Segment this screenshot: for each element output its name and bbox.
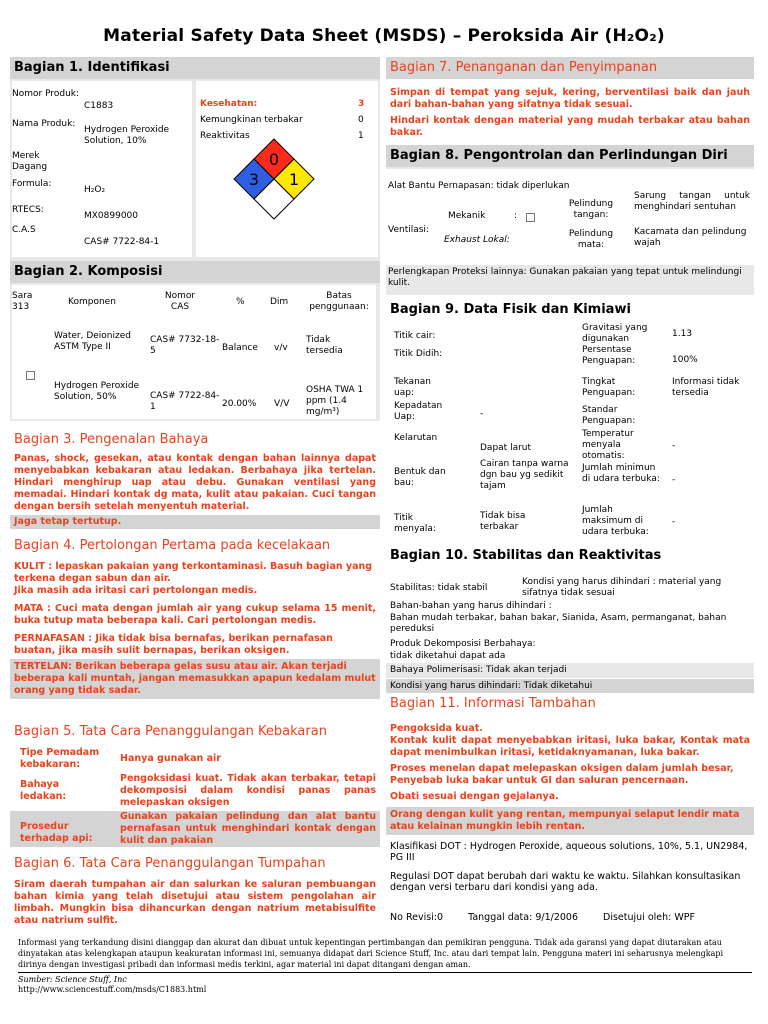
mechanical-label: Mekanik	[448, 211, 486, 221]
section-10-header: Bagian 10. Stabilitas dan Reaktivitas	[386, 545, 754, 567]
phys-value: Cairan tanpa warna dgn bau yg sedikit tajam	[480, 459, 569, 491]
section-6	[10, 853, 380, 931]
id-label: C.A.S	[12, 225, 36, 235]
id-label: Nomor Produk:	[12, 89, 80, 99]
revision-info	[390, 912, 717, 923]
storage-text-2: Hindari kontak dengan material yang mudah terbakar atau bahan bakar.	[390, 115, 750, 138]
first-aid-skin: KULIT : lepaskan pakaian yang terkontaminasi. Basuh bagian yang terkena degan sabun dan air.	[14, 561, 373, 584]
phys-label: Jumlah minimun di udara terbuka:	[582, 463, 660, 484]
fire-value: Hanya gunakan air	[120, 753, 221, 764]
hazard-rating-box	[196, 81, 378, 257]
phys-value: 1.13	[672, 329, 693, 339]
conditions-avoid: Kondisi yang harus dihindari : material yang sifatnya tidak sesuai	[522, 577, 722, 598]
composition-table	[12, 285, 376, 419]
section-7	[386, 57, 754, 139]
phys-label: Standar Penguapan:	[582, 405, 636, 426]
hand-protection-value: Sarung tangan untuk menghindari sentuhan	[634, 191, 750, 212]
id-value: CAS# 7722-84-1	[84, 237, 160, 247]
id-value: H₂O₂	[84, 185, 106, 195]
pct-cell: Balance	[222, 343, 258, 353]
page-title: Material Safety Data Sheet (MSDS) – Peroksida Air (H₂O₂)	[103, 26, 665, 46]
polymerization-text: Bahaya Polimerisasi: Tidak akan terjadi	[386, 663, 754, 678]
col-header: Nomor CAS	[164, 291, 196, 312]
first-aid-skin-2: Jika masih ada iritasi cari pertolongan medis.	[14, 585, 258, 596]
section-5	[10, 721, 380, 846]
other-protection: Perlengkapan Proteksi lainnya: Gunakan pakaian yang tepat untuk melindungi kulit.	[388, 267, 742, 288]
phys-label: Persentase Penguapan:	[582, 345, 636, 366]
col-header: Dim	[270, 297, 289, 307]
section-2	[10, 261, 380, 421]
col-header: %	[236, 297, 245, 307]
fire-label: Tipe Pemadam kebakaran:	[20, 747, 100, 770]
info-text: Pengoksida kuat.	[390, 723, 483, 734]
cas-cell: CAS# 7722-84-1	[150, 391, 220, 412]
id-label: Merek Dagang	[12, 151, 48, 172]
section-11-header: Bagian 11. Informasi Tambahan	[386, 693, 754, 715]
polymerization-conditions: Kondisi yang harus dihindari: Tidak diketahui	[386, 679, 754, 694]
hazard-label: Reaktivitas	[200, 131, 250, 141]
dot-regulation: Regulasi DOT dapat berubah dari waktu ke waktu. Silahkan konsultasikan dengan versi terbaru dari kondisi yang ada.	[390, 871, 741, 893]
comp-cell: Hydrogen Peroxide Solution, 50%	[54, 381, 140, 402]
dim-cell: v/v	[274, 343, 288, 353]
dim-cell: V/V	[274, 399, 290, 409]
mechanical-checkbox[interactable]	[526, 213, 535, 222]
phys-label: Jumlah maksimum di udara terbuka:	[582, 505, 649, 537]
phys-value: 100%	[672, 355, 698, 365]
id-value: Hydrogen Peroxide Solution, 10%	[84, 125, 170, 146]
section-10	[386, 545, 754, 691]
dot-classification: Klasifikasi DOT : Hydrogen Peroxide, aqueous solutions, 10%, 5.1, UN2984, PG III	[390, 841, 748, 863]
phys-label: Titik menyala:	[394, 513, 436, 534]
phys-value: -	[672, 441, 676, 451]
info-text: Obati sesuai dengan gejalanya.	[390, 791, 559, 802]
phys-label: Tekanan uap:	[394, 377, 431, 398]
phys-label: Titik cair:	[394, 331, 436, 341]
section-5-header: Bagian 5. Tata Cara Penanggulangan Kebakaran	[10, 721, 380, 743]
nfpa-health-value: 3	[248, 170, 260, 189]
phys-value: Tidak bisa terbakar	[480, 511, 526, 532]
eye-protection-value: Kacamata dan pelindung wajah	[634, 227, 747, 248]
first-aid-eye: MATA : Cuci mata dengan jumlah air yang cukup selama 15 menit, buka tutup mata beberapa kali. Cari pertolongan medis.	[14, 603, 376, 626]
col-header: Batas penggunaan:	[309, 291, 369, 312]
col-header: Komponen	[68, 297, 116, 307]
phys-label: Temperatur menyala otomatis:	[582, 429, 634, 461]
colon-separator: :	[514, 211, 518, 221]
section-8-header: Bagian 8. Pengontrolan dan Perlindungan Diri	[386, 145, 754, 167]
fire-label: Prosedur terhadap api:	[20, 821, 93, 844]
section-4-header: Bagian 4. Pertolongan Pertama pada kecelakaan	[10, 535, 380, 557]
phys-label: Bentuk dan bau:	[394, 467, 446, 488]
phys-label: Titik Didih:	[394, 349, 443, 359]
phys-label: Kelarutan	[394, 433, 438, 443]
section-3	[10, 429, 380, 529]
sara-checkbox[interactable]	[26, 371, 35, 380]
protection-box	[386, 169, 754, 265]
section-11	[386, 693, 754, 893]
incompatibles-header: Bahan-bahan yang harus dihindari :	[390, 601, 552, 611]
phys-label: Kepadatan Uap:	[394, 401, 443, 422]
hazard-text-2: Jaga tetap tertutup.	[10, 515, 380, 529]
hazard-label: Kesehatan:	[200, 99, 258, 109]
id-label: Nama Produk:	[12, 119, 76, 129]
decomposition-text: tidak diketahui dapat ada	[390, 651, 506, 661]
id-label: RTECS:	[12, 205, 44, 215]
data-date: Tanggal data: 9/1/2006	[468, 912, 578, 923]
phys-value: -	[480, 409, 484, 419]
comp-cell: Water, Deionized ASTM Type II	[54, 331, 131, 352]
pct-cell: 20.00%	[222, 399, 257, 409]
fire-label: Bahaya ledakan:	[20, 779, 67, 802]
ventilation-label: Ventilasi:	[388, 225, 429, 235]
phys-value: Dapat larut	[480, 443, 532, 453]
hazard-label: Kemungkinan terbakar	[200, 115, 303, 125]
cas-cell: CAS# 7732-18-5	[150, 335, 220, 356]
source-text: Sumber: Science Stuff, Inc	[18, 975, 127, 984]
section-3-header: Bagian 3. Pengenalan Bahaya	[10, 429, 380, 451]
incompatibles-text: Bahan mudah terbakar, bahan bakar, Sianida, Asam, permanganat, bahan pereduksi	[390, 613, 727, 634]
phys-value: -	[672, 517, 676, 527]
stability-text: Stabilitas: tidak stabil	[390, 583, 488, 593]
nfpa-reactivity-value: 1	[288, 170, 300, 189]
section-2-header: Bagian 2. Komposisi	[10, 261, 380, 283]
fire-value: Gunakan pakaian pelindung dan alat bantu pernafasan untuk menghindari kontak dengan kulit dan pakaian	[120, 811, 376, 846]
phys-label: Gravitasi yang digunakan	[582, 323, 648, 344]
respirator-text: Alat Bantu Pernapasan: tidak diperlukan	[388, 181, 570, 191]
storage-text-1: Simpan di tempat yang sejuk, kering, berventilasi baik dan jauh dari bahan-bahan yang sifatnya tidak sesuai.	[390, 87, 750, 110]
section-1-header: Bagian 1. Identifikasi	[10, 57, 380, 79]
spill-text: Siram daerah tumpahan air dan salurkan ke saluran pembuangan bahan kimia yang telah disetujui atau sistem pengolahan air limbah. Mungkin bisa dihancurkan dengan natrium metabisulfite atau natrium sulfit.	[14, 879, 376, 926]
phys-value: Informasi tidak tersedia	[672, 377, 740, 398]
decomposition-header: Produk Dekomposisi Berbahaya:	[390, 639, 536, 649]
section-1	[10, 57, 380, 269]
id-value: MX0899000	[84, 211, 139, 221]
id-value: C1883	[84, 101, 114, 111]
section-6-header: Bagian 6. Tata Cara Penanggulangan Tumpahan	[10, 853, 380, 875]
source-block	[18, 972, 752, 995]
hazard-value: 3	[358, 99, 365, 109]
limit-cell: Tidak tersedia	[306, 335, 343, 356]
info-text: Orang dengan kulit yang rentan, mempunyai selaput lendir mata atau kelainan mungkin lebih rentan.	[386, 807, 754, 835]
info-text: Proses menelan dapat melepaskan oksigen dalam jumlah besar, Penyebab luka bakar untuk GI dan saluran pencernaan.	[390, 763, 734, 786]
revision-number: No Revisi:0	[390, 912, 444, 923]
limit-cell: OSHA TWA 1 ppm (1.4 mg/m³)	[306, 385, 364, 417]
source-url[interactable]: http://www.sciencestuff.com/msds/C1883.html	[18, 985, 207, 994]
nfpa-flammability-value: 0	[268, 150, 280, 169]
hazard-value: 1	[358, 131, 364, 141]
id-label: Formula:	[12, 179, 52, 189]
first-aid-ingestion: TERTELAN: Berikan beberapa gelas susu atau air. Akan terjadi beberapa kali muntah, jangan memasukkan apapun kedalam mulut orang yang tidak sadar.	[10, 659, 380, 699]
eye-protection-label: Pelindung mata:	[568, 229, 614, 250]
fire-value: Pengoksidasi kuat. Tidak akan terbakar, tetapi dekomposisi dalam kondisi panas panas melepaskan oksigen	[120, 773, 376, 808]
hazard-value: 0	[358, 115, 364, 125]
info-text: Kontak kulit dapat menyebabkan iritasi, luka bakar, Kontak mata dapat menimbulkan iritasi, ketidaknyamanan, luka bakar.	[390, 735, 750, 758]
identification-table	[12, 81, 192, 257]
disclaimer: Informasi yang terkandung disini dianggap dan akurat dan dibuat untuk kepentingan pertimbangan dan pemikiran pengguna. Tidak ada garansi yang dapat diutarakan atau dinyatakan atas kelengkapan ataupun keakuratan informasi ini, semuanya didapat dari Science Stuff, Inc. atau dari tempat lain. Pengguna materi ini seharusnya melengkapi dirinya dengan investigasi pribadi dan informasi medis terkini, agar material ini dapat ditangani dengan aman.	[18, 938, 724, 969]
phys-value: -	[672, 475, 676, 485]
col-header: Sara 313	[12, 291, 33, 312]
hazard-text: Panas, shock, gesekan, atau kontak dengan bahan lainnya dapat menyebabkan kebakaran atau ledakan. Berbahaya jika tertelan. Hindari menghirup uap atau debu. Gunakan ventilasi yang memadai. Hindari kontak dg mata, kulit atau pakaian. Cuci tangan dengan bersih setelah menyentuh material.	[14, 453, 376, 512]
hand-protection-label: Pelindung tangan:	[568, 199, 614, 220]
section-4	[10, 535, 380, 699]
phys-label: Tingkat Penguapan:	[582, 377, 636, 398]
section-7-header: Bagian 7. Penanganan dan Penyimpanan	[386, 57, 754, 79]
approved-by: Disetujui oleh: WPF	[603, 912, 695, 923]
nfpa-diamond-icon	[232, 137, 316, 221]
first-aid-breathing: PERNAFASAN : Jika tidak bisa bernafas, berikan pernafasan buatan, jika masih sulit bernapas, berikan oksigen.	[14, 633, 333, 656]
exhaust-label: Exhaust Lokal:	[444, 235, 510, 245]
section-9-header: Bagian 9. Data Fisik dan Kimiawi	[386, 299, 754, 321]
section-8	[386, 145, 754, 295]
